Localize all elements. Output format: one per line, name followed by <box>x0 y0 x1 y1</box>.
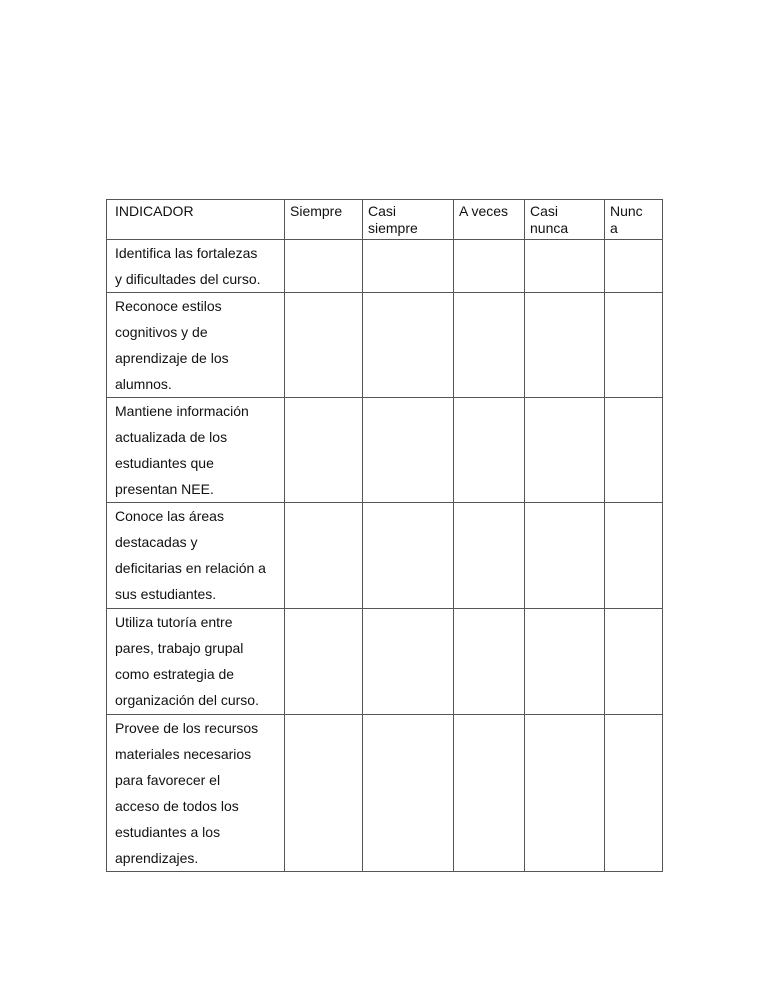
table-row <box>107 715 663 872</box>
rating-cell-casi-nunca <box>525 609 605 715</box>
rating-cell-casi-nunca <box>525 398 605 503</box>
indicator-cell: Utiliza tutoría entre pares, trabajo grupal como estrategia de organización del curso. <box>107 609 285 715</box>
rating-cell-a-veces <box>454 609 525 715</box>
rating-cell-casi-nunca <box>525 293 605 398</box>
rating-cell-casi-nunca <box>525 503 605 609</box>
rating-cell-a-veces <box>454 503 525 609</box>
rating-cell-casi-nunca <box>525 715 605 872</box>
header-casi-siempre: Casi siempre <box>363 200 454 240</box>
rating-cell-a-veces <box>454 240 525 293</box>
evaluation-table <box>106 199 663 872</box>
indicator-cell: Conoce las áreas destacadas y deficitarias en relación a sus estudiantes. <box>107 503 285 609</box>
rating-cell-casi-siempre <box>363 398 454 503</box>
rating-cell-nunca <box>605 293 663 398</box>
header-indicador: INDICADOR <box>107 200 285 240</box>
rating-cell-casi-siempre <box>363 240 454 293</box>
rating-cell-casi-siempre <box>363 503 454 609</box>
rating-cell-nunca <box>605 398 663 503</box>
header-siempre: Siempre <box>285 200 363 240</box>
table-row <box>107 293 663 398</box>
rating-cell-siempre <box>285 503 363 609</box>
rating-cell-nunca <box>605 503 663 609</box>
indicator-cell: Provee de los recursos materiales necesarios para favorecer el acceso de todos los estudiantes a los aprendizajes. <box>107 715 285 872</box>
rating-cell-siempre <box>285 293 363 398</box>
indicator-cell: Reconoce estilos cognitivos y de aprendizaje de los alumnos. <box>107 293 285 398</box>
rating-cell-casi-nunca <box>525 240 605 293</box>
rating-cell-a-veces <box>454 715 525 872</box>
rating-cell-nunca <box>605 715 663 872</box>
rating-cell-a-veces <box>454 398 525 503</box>
table-row <box>107 609 663 715</box>
rating-cell-nunca <box>605 240 663 293</box>
table-row <box>107 398 663 503</box>
rating-cell-siempre <box>285 715 363 872</box>
header-nunca: Nunc a <box>605 200 663 240</box>
rating-cell-casi-siempre <box>363 609 454 715</box>
rating-cell-a-veces <box>454 293 525 398</box>
header-casi-nunca: Casi nunca <box>525 200 605 240</box>
rating-cell-casi-siempre <box>363 715 454 872</box>
rating-cell-casi-siempre <box>363 293 454 398</box>
indicator-cell: Identifica las fortalezas y dificultades del curso. <box>107 240 285 293</box>
rating-cell-siempre <box>285 398 363 503</box>
rating-cell-nunca <box>605 609 663 715</box>
rating-cell-siempre <box>285 609 363 715</box>
rating-cell-siempre <box>285 240 363 293</box>
header-a-veces: A veces <box>454 200 525 240</box>
table-row <box>107 240 663 293</box>
table-header-row <box>107 200 663 240</box>
table-row <box>107 503 663 609</box>
indicator-cell: Mantiene información actualizada de los estudiantes que presentan NEE. <box>107 398 285 503</box>
